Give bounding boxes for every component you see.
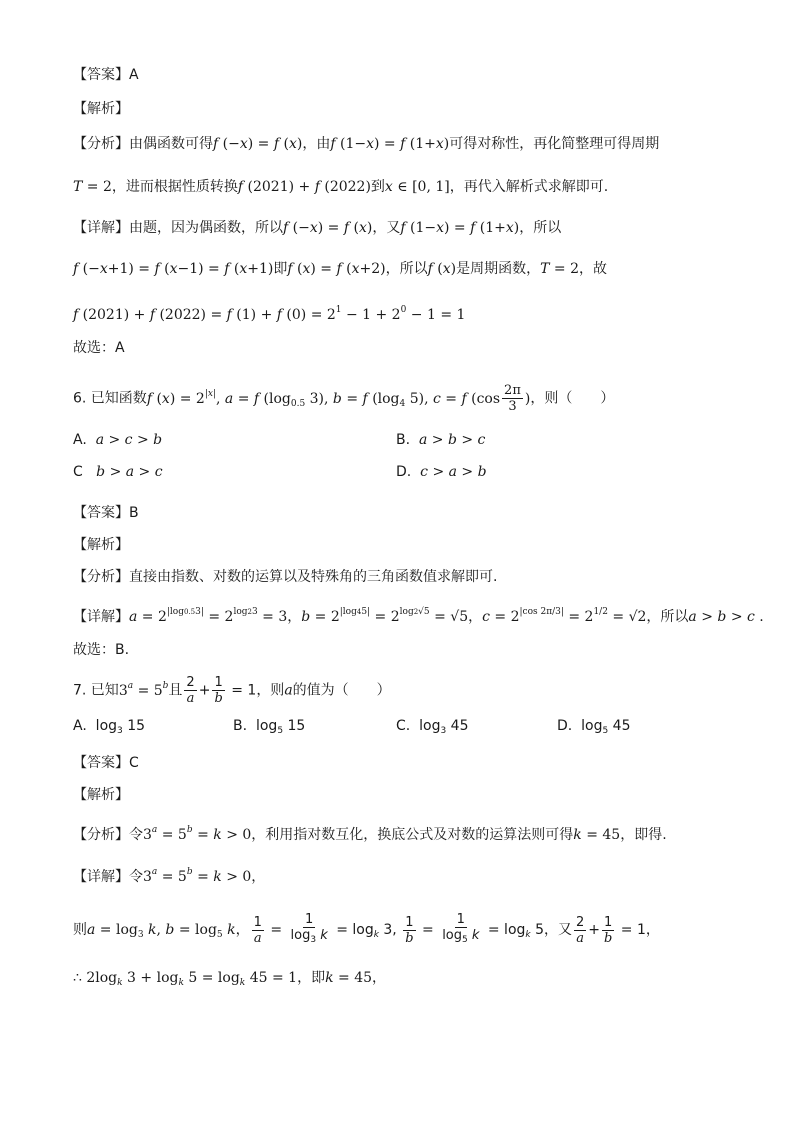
text: C. — [396, 718, 411, 734]
text: 直接由指数、对数的运算以及特殊角的三角函数值求解即可. — [129, 569, 498, 585]
math: $3^a = 5^b = k > 0$ — [143, 825, 252, 843]
math: f (−x+1) = f (x−1) = f (x+1) — [73, 261, 274, 277]
q5-analysis-label: 【解析】 — [73, 101, 129, 117]
q7-option-a: A. $\log_3 15$ — [73, 718, 146, 736]
math: f (1−x) = f (1+x) — [330, 136, 450, 152]
q7-xiangjie-line2: 则$a = \log_3 k$, $b = \log_5 k$， $\frac{1}{a}$ = $\frac{1}{\log_3 k}$ = $\log_k 3$, $\frac{1}{b}$ = $\frac{1}{\log_5 k}$ = $\log_k 5$，又 $\frac{2}{a}$ + $\frac{1}{b}$ = 1， — [73, 912, 660, 948]
text: ，所以 — [385, 261, 428, 277]
q6-option-a — [73, 430, 162, 450]
text: 可得对称性，再化简整理可得周期 — [449, 136, 660, 152]
q7-answer: 【答案】C — [73, 755, 139, 771]
text: ，利用指对数互化，换底公式及对数的运算法则可得 — [251, 827, 574, 843]
fraction: $\frac{1}{\log_5 k}$ — [442, 912, 480, 945]
text: B. — [233, 718, 248, 734]
text: 到 — [370, 179, 385, 195]
fraction: $\frac{1}{a}$ — [253, 914, 262, 946]
text: ，所以 — [646, 609, 689, 625]
text: ， — [645, 922, 660, 938]
math: x ∈ [0, 1] — [384, 179, 450, 195]
text: ，再代入解析式求解即可. — [449, 179, 609, 195]
fraction: $\frac{2}{a}$ — [575, 914, 585, 946]
q6-xiangjie — [73, 602, 764, 627]
text: A. — [73, 718, 87, 734]
q5-xiangjie-line1 — [73, 218, 561, 238]
math: f (−x) = f (x) — [283, 220, 373, 236]
text: 令 — [129, 827, 143, 843]
q7-option-d: D. $\log_5 45$ — [557, 718, 631, 736]
text: ，又 — [372, 220, 401, 236]
xiangjie-label: 【详解】 — [73, 609, 129, 625]
math: a > b > c — [418, 432, 486, 448]
q6-answer: 【答案】B — [73, 505, 139, 521]
text: C — [73, 464, 83, 480]
text: ，即得. — [620, 827, 667, 843]
text: ，所以 — [519, 220, 562, 236]
text: ， — [372, 970, 387, 986]
q5-fenxi-line1 — [73, 134, 659, 154]
math: T = 2 — [73, 179, 112, 195]
text: ，进而根据性质转换 — [111, 179, 238, 195]
math: a > c > b — [95, 432, 163, 448]
text: 则 — [73, 922, 87, 938]
text: ，即 — [297, 970, 326, 986]
text: 令 — [129, 869, 143, 885]
math: c > a > b — [420, 464, 487, 480]
text: ，又 — [543, 922, 572, 938]
fraction: $\frac{2}{a}$ — [186, 675, 195, 706]
math: $3^a = 5^b$ — [118, 680, 169, 699]
math: $a = \log_3 k$, $b = \log_5 k$ — [87, 922, 236, 940]
q6-stem — [73, 383, 614, 414]
text: 6. 已知函数 — [73, 390, 147, 407]
xiangjie-label: 【详解】 — [73, 220, 129, 236]
q5-choice: 故选：A — [73, 340, 125, 356]
q5-xiangjie-line2 — [73, 259, 607, 279]
q7-option-c: C. $\log_3 45$ — [396, 718, 469, 736]
fraction: $\frac{1}{b}$ — [214, 675, 223, 706]
math: f $(x) = 2^{|x|}$, a = f ($\log_{0.5}$ 3), b = f ($\log_4$ 5), c = f (cos $\frac{2\pi}{3}$ ) — [146, 383, 531, 414]
math: f (x) — [427, 261, 457, 277]
text: ， — [251, 869, 266, 885]
text: ，故 — [578, 261, 607, 277]
math: ∴ $2\log_k$ $3 + \log_k 5 = \log_k 45 = 1$ — [73, 970, 298, 988]
text: 是周期函数， — [456, 261, 541, 277]
q7-xiangjie-line3 — [73, 968, 386, 993]
q7-xiangjie-line1 — [73, 862, 265, 887]
fenxi-label: 【分析】 — [73, 136, 129, 152]
text: B. — [396, 432, 411, 448]
math: b > a > c — [96, 464, 163, 480]
math: a > b > c . — [688, 609, 764, 625]
math: f (x) = f (x+2) — [287, 261, 386, 277]
xiangjie-label: 【详解】 — [73, 869, 129, 885]
q7-option-b: B. $\log_5 15$ — [233, 718, 306, 736]
text: 7. 已知 — [73, 682, 119, 699]
math: $c = 2^{|cos 2\pi/3|} = 2^{1/2} = √2$ — [482, 607, 647, 625]
math: k = 45 — [573, 827, 621, 843]
fraction: $\frac{1}{\log_3 k}$ — [290, 912, 328, 945]
math: $3^a = 5^b = k > 0$ — [143, 867, 252, 885]
text: ，则 — [256, 682, 285, 699]
text: D. — [557, 718, 573, 734]
math: f (−x) = f (x) — [213, 136, 303, 152]
text: ， — [468, 609, 483, 625]
text: 由题，因为偶函数，所以 — [129, 220, 283, 236]
math: k = 45 — [325, 970, 373, 986]
text: D. — [396, 464, 412, 480]
math: $b = 2^{|log45|} = 2^{log2√5} = √5$ — [301, 607, 469, 625]
math: f (2021) + f (2022) = f (1) + f $(0) = 2^1 - 1 + 2^0 - 1 = 1$ — [73, 305, 466, 323]
text: ， — [287, 609, 302, 625]
q5-xiangjie-line3 — [73, 300, 465, 325]
q6-option-b — [396, 430, 485, 450]
q7-stem: 7. 已知$3^a = 5^b$且 $\frac{2}{a}$ + $\frac{1}{b}$ = 1，则a的值为（ ） — [73, 675, 391, 706]
math: a — [284, 682, 293, 699]
text: ，由 — [302, 136, 331, 152]
math: f (2021) + f (2022) — [237, 179, 371, 195]
text: 且 — [168, 682, 183, 699]
math: T = 2 — [540, 261, 579, 277]
q6-analysis-label: 【解析】 — [73, 537, 129, 553]
q7-analysis-label: 【解析】 — [73, 787, 129, 803]
fenxi-label: 【分析】 — [73, 827, 129, 843]
fraction: $\frac{1}{b}$ — [405, 914, 414, 946]
fraction: $\frac{1}{b}$ — [604, 914, 613, 946]
fenxi-label: 【分析】 — [73, 569, 129, 585]
text: 的值为（ ） — [292, 682, 391, 699]
q6-option-d — [396, 462, 487, 482]
text: 由偶函数可得 — [129, 136, 213, 152]
q5-fenxi-line2 — [73, 177, 608, 197]
q6-option-c — [73, 462, 163, 482]
math: $a = 2^{|log0.53|} = 2^{log23} = 3$ — [129, 607, 288, 625]
q6-choice: 故选：B. — [73, 642, 130, 658]
q6-fenxi — [73, 567, 497, 587]
text: A. — [73, 432, 87, 448]
text: ，则（ ） — [530, 390, 615, 407]
text: 即 — [273, 261, 288, 277]
q5-answer: 【答案】A — [73, 67, 139, 83]
math: f (1−x) = f (1+x) — [400, 220, 520, 236]
q7-fenxi — [73, 820, 667, 845]
